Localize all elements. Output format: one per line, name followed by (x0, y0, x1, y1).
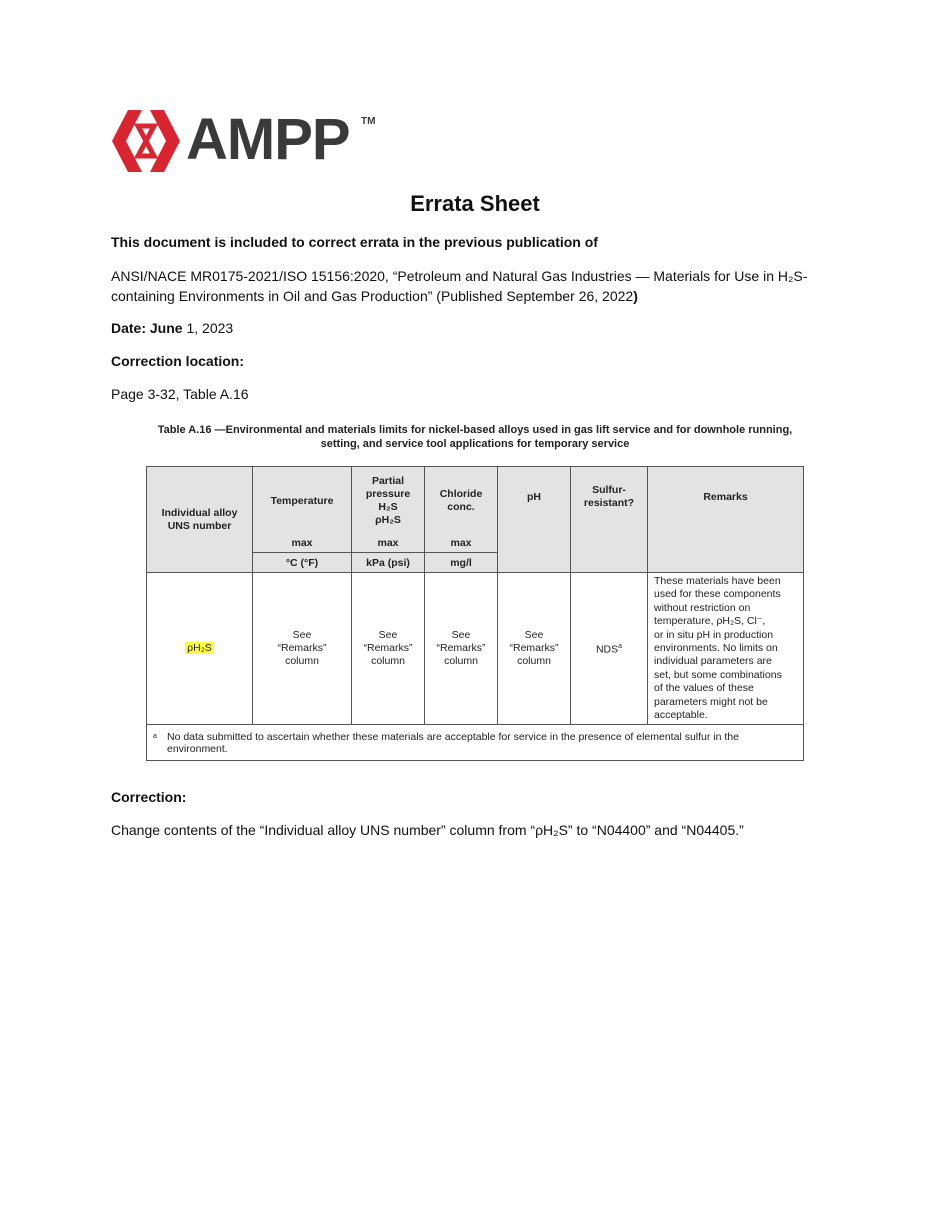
see-text: column (517, 655, 551, 668)
page-title: Errata Sheet (410, 191, 540, 216)
footnote-mark: a (153, 733, 157, 741)
publication-line-2-text: containing Environments in Oil and Gas Production” (Published September 26, 2022 (111, 288, 634, 304)
cell-chloride (425, 573, 498, 725)
see-text: “Remarks” (509, 642, 559, 655)
remarks-line: set, but some combinations (654, 668, 782, 681)
table-caption (140, 423, 810, 451)
sulfur-value: NDS (595, 643, 619, 656)
header-temperature: Temperature (253, 467, 352, 535)
page-reference: Page 3-32, Table A.16 (111, 386, 249, 402)
sulfur-footnote-mark: a (618, 643, 623, 651)
header-sulfur-l2: resistant? (583, 497, 635, 509)
see-text: See (524, 629, 544, 642)
header-pressure-h2s: H₂S (378, 500, 398, 513)
remarks-line: temperature, ρH₂S, Cl⁻, (654, 615, 766, 628)
header-chloride-max: max (425, 535, 498, 553)
remarks-line: acceptable. (654, 709, 708, 722)
see-text: column (444, 655, 478, 668)
see-text: column (371, 655, 405, 668)
footnote-line-1: No data submitted to ascertain whether these materials are acceptable for service in the presence of elemental sulfur in the (167, 731, 739, 744)
intro-text: This document is included to correct errata in the previous publication of (111, 234, 598, 250)
highlighted-alloy-value: ρH₂S (187, 642, 212, 655)
header-chloride-unit: mg/l (425, 553, 498, 573)
cell-sulfur (571, 573, 648, 725)
remarks-line: or in situ pH in production (654, 628, 774, 641)
ampp-logo (110, 108, 380, 174)
header-remarks: Remarks (648, 467, 804, 573)
footnote-row (147, 725, 804, 761)
header-pressure-l2: pressure (365, 487, 411, 500)
logo-trademark: TM (361, 116, 376, 127)
date-label: Date: June (111, 320, 183, 336)
header-sulfur-l1: Sulfur- (592, 484, 626, 496)
header-pressure-l1: Partial (371, 474, 405, 487)
date-line (111, 318, 233, 338)
table-caption-line-1: Table A.16 —Environmental and materials limits for nickel-based alloys used in gas lift service and for downhole running, (157, 424, 793, 436)
ampp-logo-mark-icon (110, 108, 182, 174)
cell-temperature (253, 573, 352, 725)
remarks-line: environments. No limits on (654, 642, 778, 655)
cell-remarks (648, 573, 804, 725)
cell-ph (498, 573, 571, 725)
header-chloride (425, 467, 498, 535)
header-chloride-l2: conc. (447, 500, 475, 513)
cell-pressure (352, 573, 425, 725)
publication-line-2-paren: ) (633, 288, 638, 304)
header-sulfur (571, 467, 648, 573)
see-text: “Remarks” (277, 642, 327, 655)
remarks-line: These materials have been (654, 575, 781, 587)
date-value: 1, 2023 (182, 320, 234, 336)
publication-line-2 (111, 286, 831, 306)
table-footnote (147, 725, 804, 761)
table-row (147, 573, 804, 725)
header-pressure-max: max (352, 535, 425, 553)
see-text: See (292, 629, 312, 642)
see-text: See (378, 629, 398, 642)
correction-text: Change contents of the “Individual alloy UNS number” column from “ρH₂S” to “N04400” and “N04405.” (111, 822, 744, 838)
logo-wordmark: AMPP (186, 107, 350, 172)
header-pressure-unit: kPa (psi) (352, 553, 425, 573)
correction-location-label: Correction location: (111, 353, 245, 369)
publication-line-1: ANSI/NACE MR0175-2021/ISO 15156:2020, “Petroleum and Natural Gas Industries — Materials for Use in H₂S- (111, 268, 808, 284)
remarks-line: parameters might not be (654, 695, 768, 708)
remarks-line: of the values of these (654, 682, 754, 695)
header-temperature-unit: °C (°F) (253, 553, 352, 573)
remarks-line: without restriction on (654, 601, 751, 614)
see-text: “Remarks” (436, 642, 486, 655)
see-text: “Remarks” (363, 642, 413, 655)
limits-table (146, 466, 804, 761)
header-pressure-ph2s: ρH₂S (375, 513, 401, 526)
see-text: column (285, 655, 319, 668)
header-temperature-max: max (253, 535, 352, 553)
see-text: See (451, 629, 471, 642)
cell-alloy (147, 573, 253, 725)
correction-label: Correction: (111, 789, 187, 805)
header-ph: pH (498, 467, 571, 573)
footnote-line-2: environment. (167, 743, 228, 756)
remarks-line: individual parameters are (654, 655, 772, 668)
header-chloride-l1: Chloride (439, 487, 483, 500)
publication-reference (111, 266, 831, 306)
table-caption-line-2: setting, and service tool applications for temporary service (320, 438, 630, 450)
header-pressure (352, 467, 425, 535)
remarks-line: used for these components (654, 588, 781, 601)
header-alloy: Individual alloy UNS number (147, 467, 253, 573)
